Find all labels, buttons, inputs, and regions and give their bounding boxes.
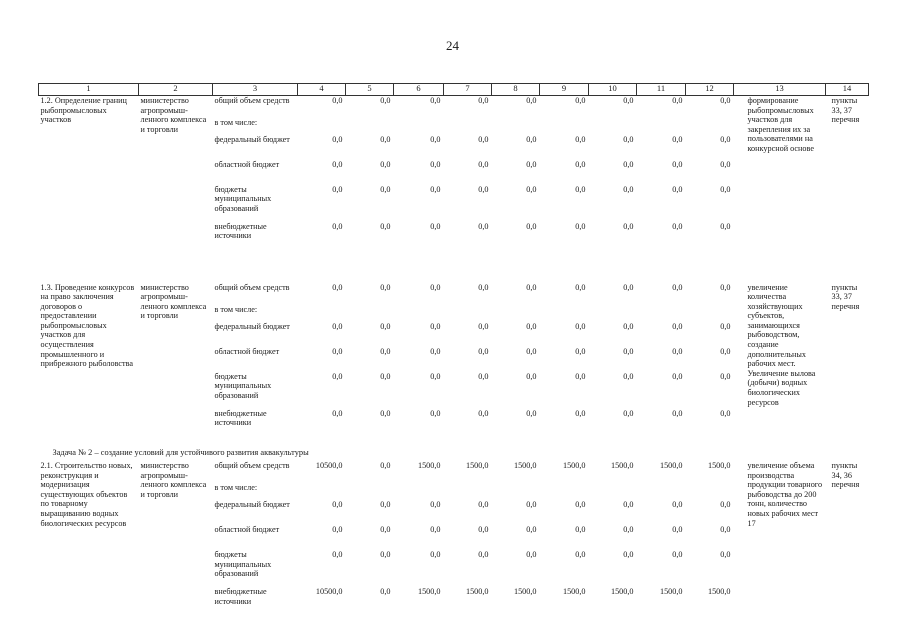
funding-value-cell: 0,0 — [380, 461, 391, 471]
column-number-header: 13 — [734, 84, 826, 96]
funding-value-cell: 0,0 — [720, 321, 731, 331]
funding-value-cell — [444, 483, 492, 500]
funding-value-cell: 0,0 — [623, 321, 634, 331]
funding-value-cell: 0,0 — [380, 159, 391, 169]
expected-result: увеличение количества хозяйствующих субъектов, занимающихся рыбоводством, создание дополнительных рабочих мест. Увеличение вылова (добычи) водных биологических ресурсов — [747, 282, 816, 407]
funding-value-cell: 0,0 — [430, 282, 441, 292]
funding-value-cell: 0,0 — [672, 321, 683, 331]
funding-value-cell: 0,0 — [478, 346, 489, 356]
column-number-header: 12 — [686, 84, 734, 96]
funding-value-cell: 1500,0 — [659, 587, 683, 597]
column-number-header: 6 — [394, 84, 444, 96]
funding-value-cell: 0,0 — [332, 96, 343, 105]
funding-value-cell: 0,0 — [380, 282, 391, 292]
expected-result: увеличение объема производства продукции товарного рыбоводства до 200 тонн, количество новых рабочих мест 17 — [747, 461, 823, 528]
funding-value-cell: 1500,0 — [610, 587, 634, 597]
funding-value-cell — [589, 118, 637, 135]
funding-value-cell: 1500,0 — [417, 461, 441, 471]
funding-value-cell — [394, 118, 444, 135]
funding-value-cell: 0,0 — [575, 221, 586, 231]
funding-value-cell: 0,0 — [623, 96, 634, 105]
funding-value-cell — [686, 118, 734, 135]
funding-value-cell: 0,0 — [526, 184, 537, 194]
funding-value-cell: 0,0 — [430, 96, 441, 105]
funding-source-label: федеральный бюджет — [214, 134, 290, 144]
funding-source-label: федеральный бюджет — [214, 500, 290, 510]
funding-value-cell: 0,0 — [478, 371, 489, 381]
funding-value-cell: 0,0 — [623, 371, 634, 381]
funding-value-cell: 0,0 — [720, 408, 731, 418]
reference-items: пункты 33, 37 перечня — [831, 96, 860, 125]
funding-value-cell: 10500,0 — [315, 461, 343, 471]
funding-value-cell — [394, 305, 444, 322]
funding-value-cell: 0,0 — [575, 184, 586, 194]
funding-source-label: общий объем средств — [214, 461, 290, 471]
funding-value-cell: 0,0 — [575, 550, 586, 560]
funding-value-cell: 0,0 — [332, 525, 343, 535]
funding-source-label: внебюджетные источники — [214, 221, 267, 241]
funding-value-cell: 0,0 — [526, 221, 537, 231]
funding-value-cell: 0,0 — [526, 500, 537, 510]
funding-value-cell — [540, 305, 589, 322]
funding-value-cell: 1500,0 — [465, 461, 489, 471]
funding-value-cell — [540, 118, 589, 135]
funding-value-cell: 0,0 — [672, 371, 683, 381]
funding-value-cell: 0,0 — [672, 346, 683, 356]
funding-value-cell: 0,0 — [380, 550, 391, 560]
funding-value-cell: 0,0 — [720, 346, 731, 356]
funding-value-cell — [298, 118, 346, 135]
funding-source-label: областной бюджет — [214, 159, 280, 169]
funding-value-cell: 0,0 — [380, 96, 391, 105]
funding-value-cell: 0,0 — [526, 159, 537, 169]
column-number-header: 14 — [826, 84, 869, 96]
table-row — [39, 283, 869, 305]
funding-value-cell: 0,0 — [526, 321, 537, 331]
expected-result: формирование рыбопромысловых участков для закрепления их за пользователями на конкурсной основе — [747, 96, 814, 153]
funding-value-cell: 0,0 — [672, 184, 683, 194]
funding-value-cell: 0,0 — [430, 321, 441, 331]
funding-value-cell — [589, 483, 637, 500]
funding-value-cell — [394, 483, 444, 500]
funding-value-cell — [492, 118, 540, 135]
spacer-row — [39, 259, 869, 283]
funding-value-cell — [444, 118, 492, 135]
funding-value-cell: 0,0 — [526, 525, 537, 535]
funding-value-cell — [637, 483, 686, 500]
funding-value-cell: 0,0 — [720, 500, 731, 510]
funding-value-cell: 0,0 — [720, 221, 731, 231]
funding-value-cell: 0,0 — [526, 282, 537, 292]
funding-source-label: бюджеты муниципальных образований — [214, 371, 272, 400]
funding-value-cell: 0,0 — [380, 587, 391, 597]
funding-value-cell: 0,0 — [478, 184, 489, 194]
funding-value-cell: 0,0 — [380, 184, 391, 194]
funding-source-label: федеральный бюджет — [214, 321, 290, 331]
reference-items: пункты 34, 36 перечня — [831, 461, 860, 490]
funding-source-label: общий объем средств — [214, 96, 290, 105]
funding-value-cell: 0,0 — [672, 500, 683, 510]
funding-value-cell: 0,0 — [478, 282, 489, 292]
task-row — [39, 446, 869, 462]
funding-value-cell — [444, 305, 492, 322]
funding-source-label: общий объем средств — [214, 282, 290, 292]
table-row — [39, 96, 869, 118]
column-number-header: 3 — [213, 84, 298, 96]
funding-value-cell: 1500,0 — [562, 461, 586, 471]
funding-value-cell — [589, 305, 637, 322]
funding-value-cell — [686, 483, 734, 500]
funding-value-cell: 1500,0 — [610, 461, 634, 471]
program-table — [38, 83, 869, 624]
funding-value-cell: 0,0 — [430, 184, 441, 194]
funding-value-cell: 0,0 — [430, 346, 441, 356]
funding-value-cell: 0,0 — [623, 159, 634, 169]
funding-value-cell: 0,0 — [526, 346, 537, 356]
funding-value-cell: 0,0 — [575, 371, 586, 381]
funding-value-cell: 0,0 — [478, 500, 489, 510]
funding-value-cell — [346, 483, 394, 500]
column-number-header: 4 — [298, 84, 346, 96]
column-number-header: 2 — [139, 84, 213, 96]
funding-value-cell: 0,0 — [623, 346, 634, 356]
table-body — [39, 96, 869, 625]
executor-name: министерство агропромыш-ленного комплекса и торговли — [140, 96, 207, 134]
task-title: Задача № 2 – создание условий для устойчивого развития аквакультуры — [52, 447, 309, 457]
funding-value-cell — [298, 483, 346, 500]
funding-value-cell: 0,0 — [672, 408, 683, 418]
funding-value-cell: 0,0 — [672, 282, 683, 292]
funding-source-label: бюджеты муниципальных образований — [214, 184, 272, 213]
column-number-header: 5 — [346, 84, 394, 96]
funding-value-cell: 0,0 — [575, 321, 586, 331]
funding-value-cell: 0,0 — [575, 96, 586, 105]
funding-value-cell — [492, 305, 540, 322]
funding-value-cell: 0,0 — [720, 550, 731, 560]
funding-value-cell: 0,0 — [380, 500, 391, 510]
funding-source-label: бюджеты муниципальных образований — [214, 550, 272, 579]
funding-value-cell: 0,0 — [672, 134, 683, 144]
funding-value-cell: 0,0 — [720, 282, 731, 292]
funding-value-cell: 0,0 — [430, 159, 441, 169]
activity-name: 2.1. Строительство новых, реконструкция и модернизация существующих объектов по товарному выращиванию водных биологических ресурсов — [40, 461, 133, 528]
funding-value-cell: 1500,0 — [707, 587, 731, 597]
funding-source-label: в том числе: — [214, 117, 258, 127]
funding-value-cell: 1500,0 — [513, 587, 537, 597]
funding-value-cell: 0,0 — [526, 134, 537, 144]
column-numbers-row — [39, 84, 869, 96]
funding-value-cell: 0,0 — [380, 346, 391, 356]
funding-value-cell: 0,0 — [478, 525, 489, 535]
funding-source-label: областной бюджет — [214, 346, 280, 356]
funding-value-cell: 0,0 — [478, 550, 489, 560]
funding-value-cell: 1500,0 — [562, 587, 586, 597]
funding-value-cell: 0,0 — [430, 371, 441, 381]
funding-value-cell — [298, 305, 346, 322]
spacer-cell — [39, 259, 869, 283]
funding-value-cell: 0,0 — [430, 525, 441, 535]
funding-value-cell: 0,0 — [575, 525, 586, 535]
funding-value-cell — [637, 305, 686, 322]
funding-value-cell: 1500,0 — [659, 461, 683, 471]
funding-value-cell: 0,0 — [478, 96, 489, 105]
funding-value-cell: 0,0 — [332, 321, 343, 331]
activity-name: 1.2. Определение границ рыбопромысловых участков — [40, 96, 127, 125]
funding-value-cell: 0,0 — [623, 134, 634, 144]
funding-value-cell: 0,0 — [720, 134, 731, 144]
funding-value-cell: 0,0 — [332, 282, 343, 292]
activity-name: 1.3. Проведение конкурсов на право заключения договоров о предоставлении рыбопромысловых участков для осуществления промышленного и прибрежного рыболовства — [40, 282, 135, 369]
page-number: 24 — [446, 38, 459, 53]
funding-value-cell: 0,0 — [672, 525, 683, 535]
funding-value-cell: 1500,0 — [707, 461, 731, 471]
funding-value-cell: 0,0 — [380, 134, 391, 144]
funding-value-cell: 0,0 — [478, 321, 489, 331]
funding-value-cell: 0,0 — [623, 550, 634, 560]
funding-value-cell — [637, 118, 686, 135]
funding-source-label: в том числе: — [214, 304, 258, 314]
funding-value-cell: 10500,0 — [315, 587, 343, 597]
funding-value-cell: 1500,0 — [513, 461, 537, 471]
funding-value-cell: 0,0 — [380, 525, 391, 535]
reference-items: пункты 33, 37 перечня — [831, 282, 860, 311]
column-number-header: 1 — [39, 84, 139, 96]
table-row — [39, 461, 869, 483]
funding-source-label: в том числе: — [214, 483, 258, 493]
funding-value-cell: 0,0 — [332, 184, 343, 194]
funding-value-cell: 0,0 — [478, 159, 489, 169]
funding-value-cell: 0,0 — [430, 500, 441, 510]
funding-source-label: внебюджетные источники — [214, 408, 267, 428]
funding-value-cell: 0,0 — [478, 134, 489, 144]
funding-value-cell: 0,0 — [720, 525, 731, 535]
funding-value-cell: 1500,0 — [417, 587, 441, 597]
funding-value-cell: 0,0 — [478, 408, 489, 418]
funding-value-cell: 0,0 — [332, 371, 343, 381]
funding-value-cell: 0,0 — [332, 500, 343, 510]
funding-value-cell: 0,0 — [672, 159, 683, 169]
column-number-header: 8 — [492, 84, 540, 96]
funding-value-cell — [346, 305, 394, 322]
column-number-header: 11 — [637, 84, 686, 96]
executor-name: министерство агропромыш-ленного комплекса и торговли — [140, 461, 207, 499]
funding-value-cell: 0,0 — [575, 408, 586, 418]
column-number-header: 7 — [444, 84, 492, 96]
funding-value-cell: 0,0 — [526, 96, 537, 105]
funding-value-cell: 0,0 — [332, 408, 343, 418]
funding-value-cell: 0,0 — [430, 408, 441, 418]
funding-source-label: областной бюджет — [214, 525, 280, 535]
funding-value-cell: 0,0 — [623, 500, 634, 510]
funding-value-cell: 0,0 — [575, 282, 586, 292]
funding-value-cell: 0,0 — [720, 371, 731, 381]
funding-value-cell — [346, 118, 394, 135]
funding-value-cell: 0,0 — [720, 96, 731, 105]
funding-value-cell: 0,0 — [380, 371, 391, 381]
funding-value-cell: 0,0 — [575, 346, 586, 356]
funding-value-cell: 0,0 — [332, 346, 343, 356]
funding-value-cell: 0,0 — [380, 221, 391, 231]
funding-value-cell: 0,0 — [672, 550, 683, 560]
funding-value-cell: 0,0 — [332, 221, 343, 231]
funding-value-cell: 0,0 — [623, 282, 634, 292]
funding-value-cell: 0,0 — [526, 550, 537, 560]
funding-value-cell: 0,0 — [575, 500, 586, 510]
funding-value-cell: 0,0 — [623, 525, 634, 535]
funding-value-cell: 0,0 — [332, 134, 343, 144]
funding-value-cell: 0,0 — [478, 221, 489, 231]
funding-value-cell: 0,0 — [720, 184, 731, 194]
column-number-header: 10 — [589, 84, 637, 96]
funding-value-cell: 0,0 — [623, 184, 634, 194]
funding-value-cell — [686, 305, 734, 322]
funding-value-cell: 0,0 — [430, 134, 441, 144]
funding-value-cell: 0,0 — [720, 159, 731, 169]
funding-value-cell: 0,0 — [623, 221, 634, 231]
funding-value-cell: 0,0 — [623, 408, 634, 418]
funding-source-label: внебюджетные источники — [214, 587, 267, 606]
funding-value-cell: 0,0 — [526, 371, 537, 381]
column-number-header: 9 — [540, 84, 589, 96]
funding-value-cell — [492, 483, 540, 500]
funding-value-cell: 0,0 — [575, 159, 586, 169]
executor-name: министерство агропромыш-ленного комплекса и торговли — [140, 282, 207, 321]
table-header — [39, 84, 869, 96]
funding-value-cell: 1500,0 — [465, 587, 489, 597]
funding-value-cell: 0,0 — [332, 550, 343, 560]
funding-value-cell: 0,0 — [672, 221, 683, 231]
funding-value-cell: 0,0 — [575, 134, 586, 144]
funding-value-cell: 0,0 — [430, 550, 441, 560]
funding-value-cell — [540, 483, 589, 500]
funding-value-cell: 0,0 — [672, 96, 683, 105]
funding-value-cell: 0,0 — [430, 221, 441, 231]
funding-value-cell: 0,0 — [332, 159, 343, 169]
funding-value-cell: 0,0 — [380, 408, 391, 418]
funding-value-cell: 0,0 — [380, 321, 391, 331]
funding-value-cell: 0,0 — [526, 408, 537, 418]
